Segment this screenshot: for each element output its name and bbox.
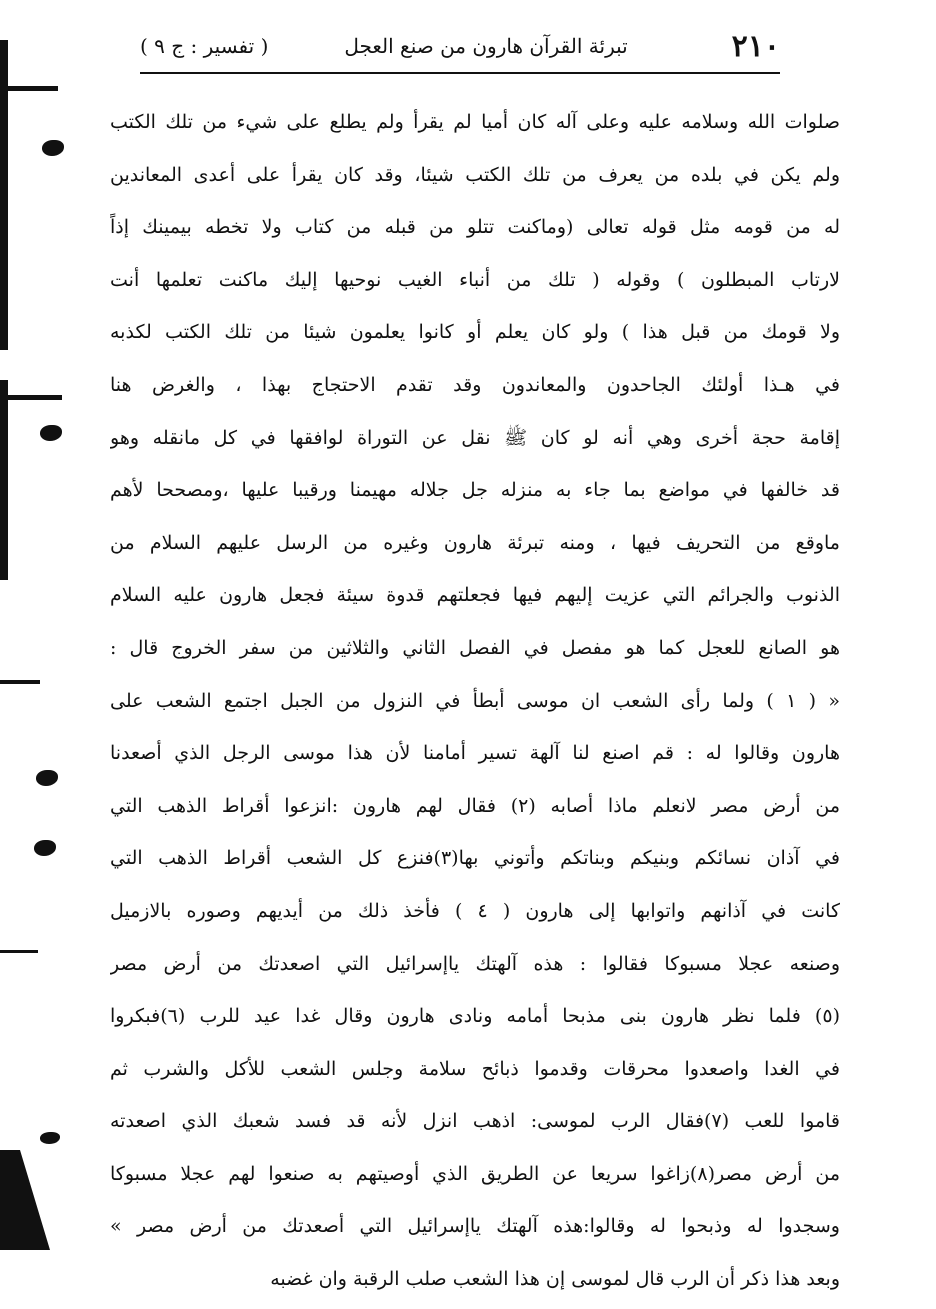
margin-dash-mark <box>0 950 38 953</box>
page-number: ٢١٠ <box>731 28 780 64</box>
margin-bracket-mark <box>0 86 58 91</box>
text-line: قد خالفها في مواضع بما جاء به منزله جل جلاله مهيمنا ورقيبا عليها ،ومصححا لأهم <box>110 479 840 502</box>
text-line: هارون وقالوا له : قم اصنع لنا آلهة تسير أمامنا لأن هذا موسى الرجل الذي أصعدنا <box>110 742 840 765</box>
text-line: إقامة حجة أخرى وهي أنه لو كان ﷺ نقل عن التوراة لوافقها في كل مانقله وهو <box>110 426 840 449</box>
text-line: في آذان نسائكم وبنيكم وبناتكم وأتوني بها(٣)فنزع كل الشعب أقراط الذهب التي <box>110 847 840 870</box>
text-line: ولا قومك من قبل هذا ) ولو كان يعلم أو كانوا يعلمون شيئا من تلك الكتب لكذبه <box>110 321 840 344</box>
text-line: الذنوب والجرائم التي عزيت إليهم فيها فجعلتهم قدوة سيئة فجعل هارون عليه السلام <box>110 584 840 607</box>
ink-blot-mark <box>42 140 64 156</box>
margin-dash-mark <box>0 680 40 684</box>
text-line: كانت في آذانهم واتوابها إلى هارون ( ٤ ) فأخذ ذلك من أيديهم وصوره بالازميل <box>110 899 840 922</box>
header-rule <box>140 72 780 74</box>
margin-bracket-mark <box>0 395 62 400</box>
text-line: « ( ١ ) ولما رأى الشعب ان موسى أبطأ في النزول من الجبل اجتمع الشعب على <box>110 689 840 712</box>
text-line: هو الصانع للعجل كما هو مفصل في الفصل الثاني والثلاثين من سفر الخروج قال : <box>110 636 840 659</box>
text-line: وسجدوا له وذبحوا له وقالوا:هذه آلهتك ياإسرائيل التي أصعدتك من أرض مصر » <box>110 1215 840 1238</box>
text-line: ولم يكن في بلده من يعرف من تلك الكتب شيئا، وقد كان يقرأ على أعدى المعاندين <box>110 163 840 186</box>
text-line: ماوقع من التحريف فيها ، ومنه تبرئة هارون وغيره من الرسل عليهم السلام من <box>110 531 840 554</box>
margin-wedge-mark <box>0 1150 50 1250</box>
text-line: صلوات الله وسلامه عليه وعلى آله كان أميا لم يقرأ ولم يطلع على شيء من تلك الكتب <box>110 111 840 133</box>
body-text <box>110 96 840 1306</box>
margin-bracket-mark <box>0 380 8 580</box>
text-line: له من قومه مثل قوله تعالى (وماكنت تتلو من قبله من كتاب ولا تخطه بيمينك إذاً <box>110 216 840 239</box>
text-line: من أرض مصر(٨)زاغوا سريعا عن الطريق الذي أوصيتهم به صنعوا لهم عجلا مسبوكا <box>110 1162 840 1185</box>
text-line: وصنعه عجلا مسبوكا فقالوا : هذه آلهتك ياإسرائيل التي اصعدتك من أرض مصر <box>110 952 840 975</box>
text-line: من أرض مصر لانعلم ماذا أصابه (٢) فقال لهم هارون :انزعوا أقراط الذهب التي <box>110 794 840 817</box>
text-line: لارتاب المبطلون ) وقوله ( تلك من أنباء الغيب نوحيها إليك ماكنت تعلمها أنت <box>110 268 840 291</box>
ink-blot-mark <box>40 1132 60 1144</box>
ink-blot-mark <box>40 425 62 441</box>
text-line: في الغدا واصعدوا محرقات وقدموا ذبائح سلامة وجلس الشعب للأكل والشرب ثم <box>110 1057 840 1080</box>
text-line: في هـذا أولئك الجاحدون والمعاندون وقد تقدم الاحتجاج بهذا ، والغرض هنا <box>110 373 840 396</box>
text-line: قاموا للعب (٧)فقال الرب لموسى: اذهب انزل لأنه قد فسد شعبك الذي اصعدته <box>110 1110 840 1133</box>
running-title: تبرئة القرآن هارون من صنع العجل <box>344 34 628 58</box>
section-label: ( تفسير : ج ٩ ) <box>140 34 269 58</box>
ink-blot-mark <box>34 840 56 856</box>
page-header <box>140 22 780 70</box>
ink-blot-mark <box>36 770 58 786</box>
text-line: (٥) فلما نظر هارون بنى مذبحا أمامه ونادى هارون وقال غدا عيد للرب (٦)فبكروا <box>110 1005 840 1028</box>
text-line: وبعد هذا ذكر أن الرب قال لموسى إن هذا الشعب صلب الرقبة وان غضبه <box>270 1268 840 1291</box>
